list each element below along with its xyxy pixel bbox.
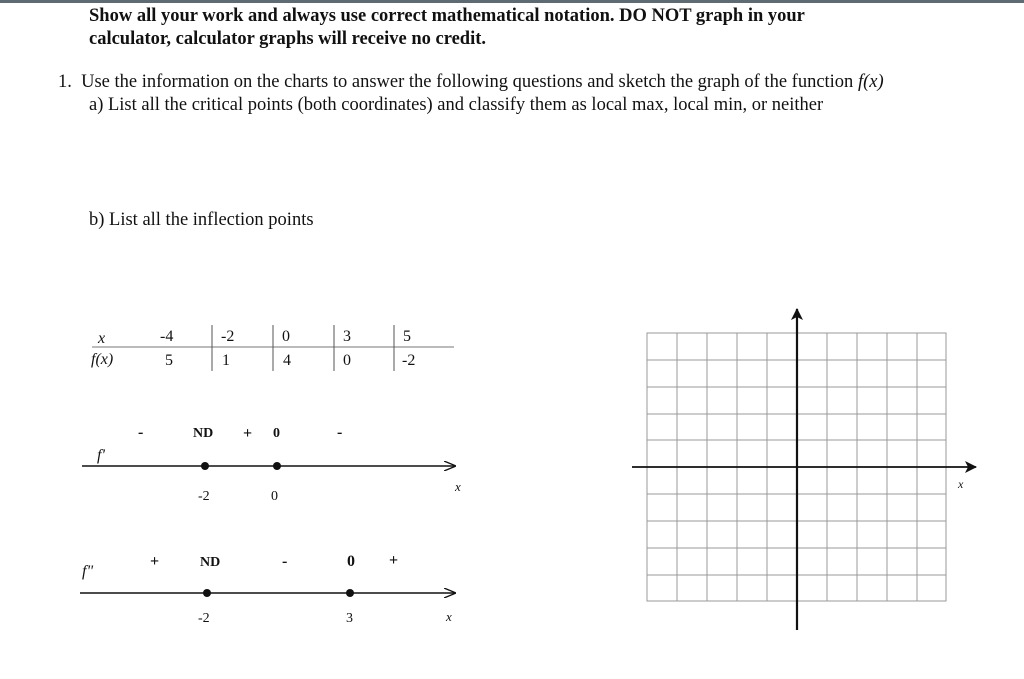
f-double-prime-sign: - [282,553,288,570]
table-fx-value: 4 [283,352,291,369]
table-x-value: 5 [403,328,411,345]
table-fx-value: 1 [222,352,230,369]
f-prime-critical-point [273,462,281,470]
f-double-prime-sign: + [389,552,399,569]
question-number: 1. [58,72,72,92]
f-double-prime-axis-label: x [446,609,452,624]
f-double-prime-point [203,589,211,597]
f-double-prime-sign: + [150,553,160,570]
table-fx-header: f(x) [91,351,114,368]
f-prime-sign: + [243,425,253,442]
instructions-line-2: calculator, calculator graphs will receive no credit. [89,29,487,49]
table-x-value: 0 [282,328,290,345]
first-derivative-label: f' [97,447,105,464]
f-double-prime-sign: ND [200,555,221,570]
f-double-prime-point [346,589,354,597]
f-prime-point: -2 [198,489,210,504]
f-prime-point: 0 [271,489,278,504]
f-prime-sign: ND [193,426,214,441]
table-x-value: -2 [221,328,235,345]
f-prime-sign: - [138,424,144,441]
table-fx-value: 5 [165,352,173,369]
function-label: f(x) [857,72,884,92]
f-prime-critical-point [201,462,209,470]
f-double-prime-point: -2 [198,611,210,626]
table-x-value: -4 [160,328,174,345]
f-double-prime-sign: 0 [347,553,355,570]
table-x-value: 3 [343,328,351,345]
second-derivative-label: f" [82,563,94,580]
table-x-header: x [98,330,106,347]
f-prime-sign: 0 [273,426,280,441]
table-fx-value: 0 [343,352,351,369]
instructions-line-1: Show all your work and always use correct mathematical notation. DO NOT graph in your [89,6,805,26]
table-fx-value: -2 [402,352,416,369]
f-prime-sign: - [337,424,343,441]
grid-x-axis-label: x [958,477,964,491]
f-double-prime-point: 3 [346,611,353,626]
question-text: Use the information on the charts to answer the following questions and sketch the graph of the function [81,72,854,92]
question-1-part-a: a) List all the critical points (both coordinates) and classify them as local max, local min, or neither [89,95,824,115]
question-1-part-b: b) List all the inflection points [89,210,314,230]
f-prime-axis-label: x [455,479,461,494]
